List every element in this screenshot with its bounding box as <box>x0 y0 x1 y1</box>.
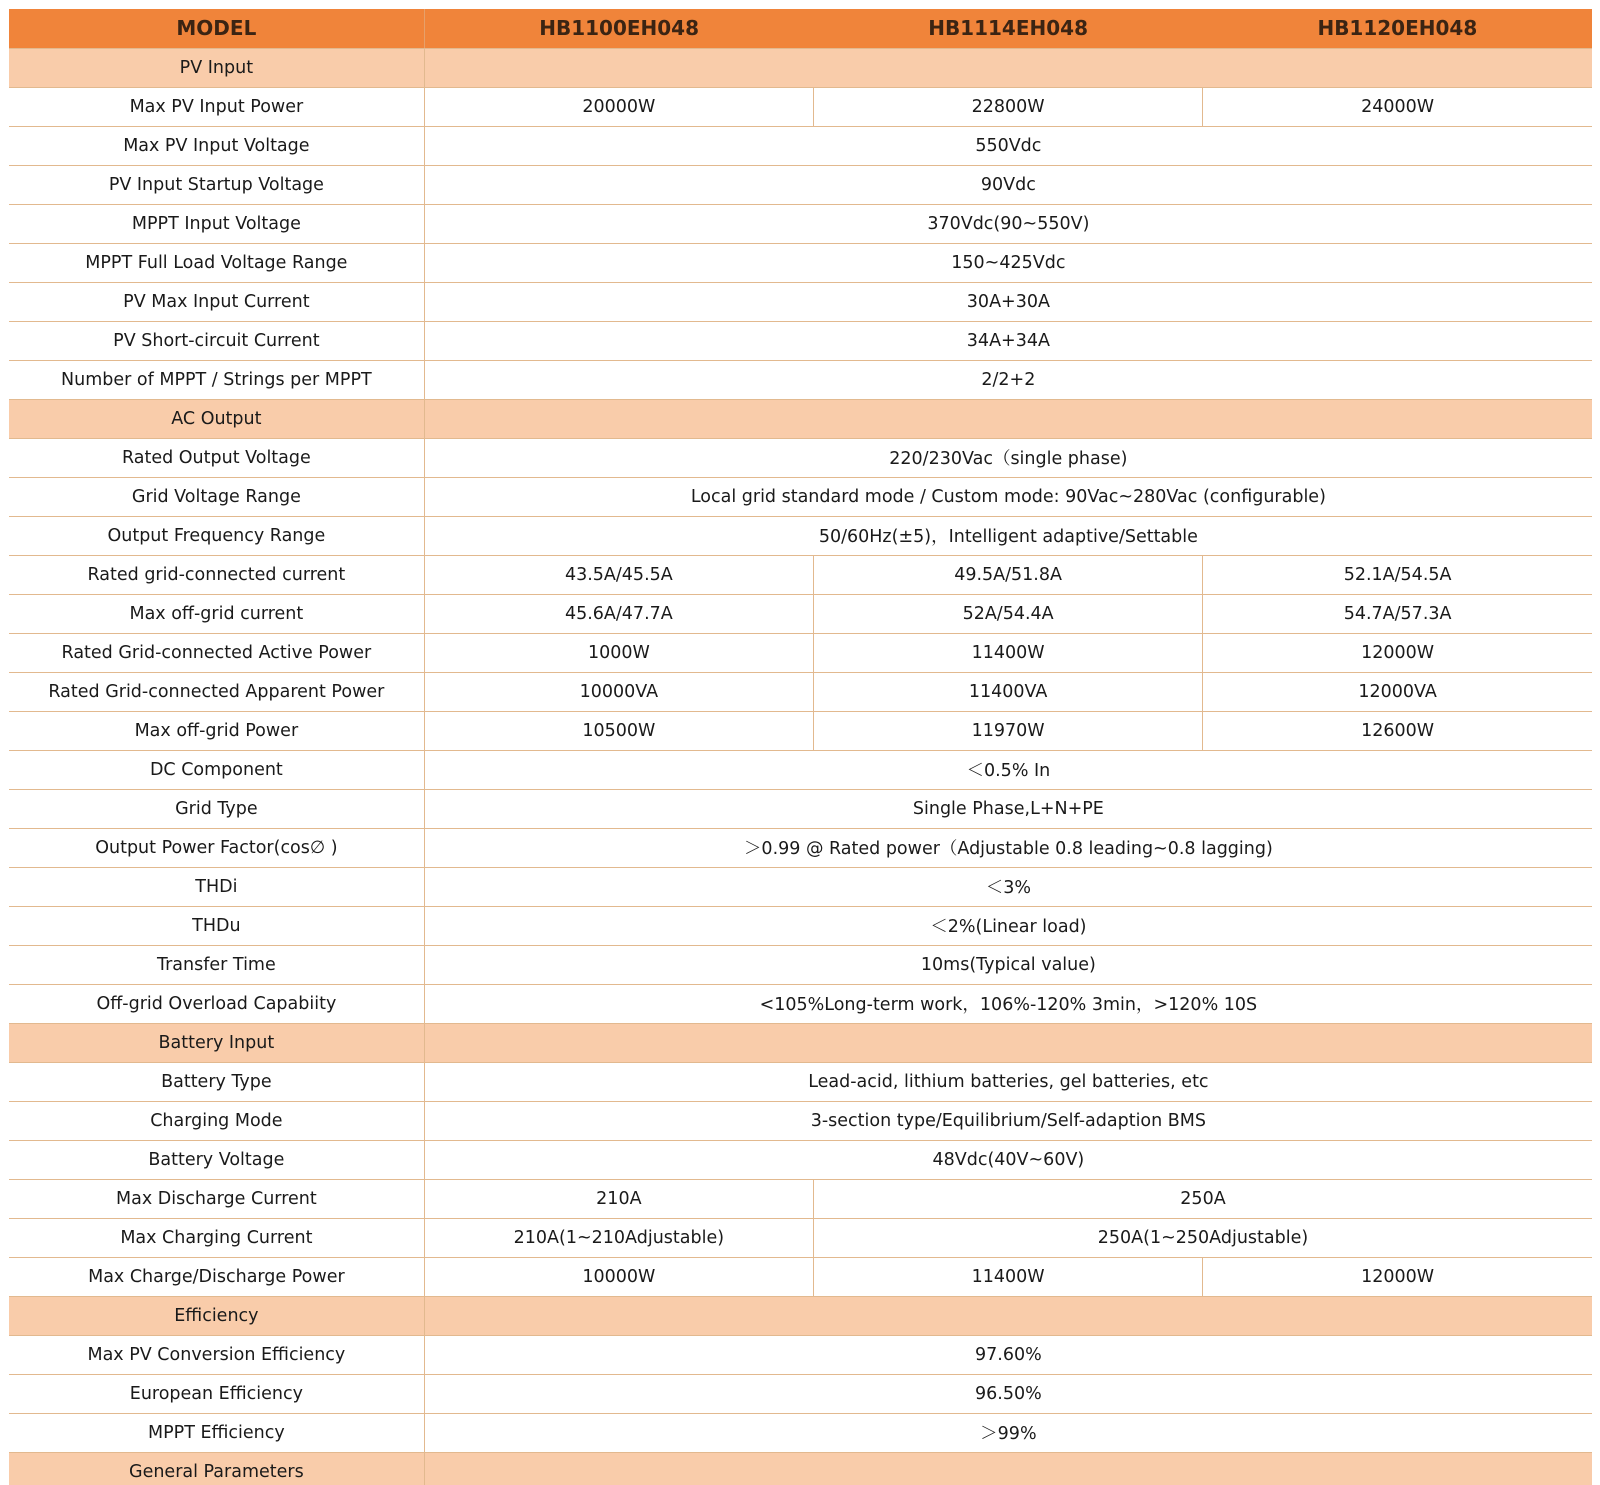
spec-label: Rated Grid-connected Active Power <box>9 633 424 672</box>
spec-label: Transfer Time <box>9 945 424 984</box>
spec-value: 52A/54.4A <box>813 594 1202 633</box>
spec-value: 90Vdc <box>424 165 1592 204</box>
spec-row <box>9 594 1592 633</box>
spec-value: 10ms(Typical value) <box>424 945 1592 984</box>
spec-row <box>9 516 1592 555</box>
section-title: AC Output <box>9 399 424 438</box>
spec-value: 30A+30A <box>424 282 1592 321</box>
spec-value: 250A(1~250Adjustable) <box>813 1218 1592 1257</box>
spec-row <box>9 945 1592 984</box>
section-fill <box>424 399 1592 438</box>
section-title: Efficiency <box>9 1296 424 1335</box>
spec-label: Battery Type <box>9 1062 424 1101</box>
section-row <box>9 1296 1592 1335</box>
spec-row <box>9 243 1592 282</box>
spec-row <box>9 711 1592 750</box>
spec-value: 54.7A/57.3A <box>1203 594 1592 633</box>
spec-value: 50/60Hz(±5)，Intelligent adaptive/Settable <box>424 516 1592 555</box>
spec-row <box>9 282 1592 321</box>
spec-row <box>9 1374 1592 1413</box>
spec-label: THDi <box>9 867 424 906</box>
spec-row <box>9 204 1592 243</box>
spec-row <box>9 1179 1592 1218</box>
spec-row <box>9 633 1592 672</box>
spec-value: 96.50% <box>424 1374 1592 1413</box>
spec-label: MPPT Efficiency <box>9 1413 424 1452</box>
spec-label: PV Max Input Current <box>9 282 424 321</box>
spec-row <box>9 750 1592 789</box>
spec-label: European Efficiency <box>9 1374 424 1413</box>
spec-value: 210A(1~210Adjustable) <box>424 1218 813 1257</box>
spec-label: Max PV Input Voltage <box>9 126 424 165</box>
spec-label: Number of MPPT / Strings per MPPT <box>9 360 424 399</box>
spec-label: MPPT Input Voltage <box>9 204 424 243</box>
spec-row <box>9 867 1592 906</box>
section-fill <box>424 48 1592 87</box>
model-name-1: HB1100EH048 <box>424 9 813 48</box>
spec-row <box>9 1062 1592 1101</box>
spec-value: Single Phase,L+N+PE <box>424 789 1592 828</box>
spec-value: 370Vdc(90~550V) <box>424 204 1592 243</box>
spec-value: 97.60% <box>424 1335 1592 1374</box>
model-header-row <box>9 9 1592 48</box>
spec-value: 34A+34A <box>424 321 1592 360</box>
spec-label: Charging Mode <box>9 1101 424 1140</box>
spec-value: Lead-acid, lithium batteries, gel batteries, etc <box>424 1062 1592 1101</box>
spec-value: 2/2+2 <box>424 360 1592 399</box>
spec-value: 20000W <box>424 87 813 126</box>
spec-row <box>9 360 1592 399</box>
spec-value: 12000W <box>1203 1257 1592 1296</box>
model-name-3: HB1120EH048 <box>1203 9 1592 48</box>
spec-value: 12000VA <box>1203 672 1592 711</box>
section-fill <box>424 1452 1592 1485</box>
spec-label: Battery Voltage <box>9 1140 424 1179</box>
spec-row <box>9 126 1592 165</box>
spec-value: 10500W <box>424 711 813 750</box>
spec-row <box>9 1101 1592 1140</box>
spec-row <box>9 828 1592 867</box>
spec-row <box>9 1140 1592 1179</box>
spec-label: Output Power Factor(cos∅ ) <box>9 828 424 867</box>
spec-row <box>9 165 1592 204</box>
section-row <box>9 1023 1592 1062</box>
spec-label: PV Short-circuit Current <box>9 321 424 360</box>
spec-table-body <box>9 48 1592 1485</box>
spec-row <box>9 789 1592 828</box>
spec-value: 10000W <box>424 1257 813 1296</box>
spec-value: 52.1A/54.5A <box>1203 555 1592 594</box>
spec-value: 220/230Vac（single phase) <box>424 438 1592 477</box>
spec-value: 1000W <box>424 633 813 672</box>
spec-label: Off-grid Overload Capabiity <box>9 984 424 1023</box>
spec-label: Grid Voltage Range <box>9 477 424 516</box>
section-row <box>9 1452 1592 1485</box>
spec-table <box>9 9 1592 1485</box>
spec-label: Max Discharge Current <box>9 1179 424 1218</box>
spec-value: 48Vdc(40V~60V) <box>424 1140 1592 1179</box>
section-title: Battery Input <box>9 1023 424 1062</box>
spec-label: Grid Type <box>9 789 424 828</box>
spec-row <box>9 1218 1592 1257</box>
spec-value: 11400W <box>813 1257 1202 1296</box>
spec-label: THDu <box>9 906 424 945</box>
spec-value: 22800W <box>813 87 1202 126</box>
spec-row <box>9 1413 1592 1452</box>
spec-value: 43.5A/45.5A <box>424 555 813 594</box>
spec-label: MPPT Full Load Voltage Range <box>9 243 424 282</box>
spec-label: DC Component <box>9 750 424 789</box>
spec-value: 150~425Vdc <box>424 243 1592 282</box>
section-title: PV Input <box>9 48 424 87</box>
spec-value: 10000VA <box>424 672 813 711</box>
spec-label: Max Charge/Discharge Power <box>9 1257 424 1296</box>
spec-label: Max Charging Current <box>9 1218 424 1257</box>
spec-value: 11400VA <box>813 672 1202 711</box>
section-row <box>9 48 1592 87</box>
spec-row <box>9 438 1592 477</box>
section-fill <box>424 1296 1592 1335</box>
spec-value: 12600W <box>1203 711 1592 750</box>
spec-value: ＞99% <box>424 1413 1592 1452</box>
spec-value: Local grid standard mode / Custom mode: 90Vac~280Vac (configurable) <box>424 477 1592 516</box>
spec-row <box>9 87 1592 126</box>
spec-label: Output Frequency Range <box>9 516 424 555</box>
spec-value: 250A <box>813 1179 1592 1218</box>
spec-value: ＜2%(Linear load) <box>424 906 1592 945</box>
spec-label: PV Input Startup Voltage <box>9 165 424 204</box>
spec-value: <105%Long-term work，106%-120% 3min，>120% 10S <box>424 984 1592 1023</box>
spec-label: Rated Grid-connected Apparent Power <box>9 672 424 711</box>
spec-label: Rated Output Voltage <box>9 438 424 477</box>
spec-label: Rated grid-connected current <box>9 555 424 594</box>
spec-row <box>9 1257 1592 1296</box>
spec-value: 49.5A/51.8A <box>813 555 1202 594</box>
spec-label: Max off-grid current <box>9 594 424 633</box>
spec-value: ＜0.5% In <box>424 750 1592 789</box>
spec-label: Max PV Input Power <box>9 87 424 126</box>
spec-value: 11970W <box>813 711 1202 750</box>
section-title: General Parameters <box>9 1452 424 1485</box>
spec-value: 550Vdc <box>424 126 1592 165</box>
spec-row <box>9 1335 1592 1374</box>
model-name-2: HB1114EH048 <box>813 9 1202 48</box>
spec-row <box>9 672 1592 711</box>
spec-value: 24000W <box>1203 87 1592 126</box>
spec-value: ＞0.99 @ Rated power（Adjustable 0.8 leading~0.8 lagging) <box>424 828 1592 867</box>
spec-row <box>9 555 1592 594</box>
spec-row <box>9 321 1592 360</box>
spec-value: 11400W <box>813 633 1202 672</box>
spec-label: Max PV Conversion Efficiency <box>9 1335 424 1374</box>
spec-row <box>9 984 1592 1023</box>
spec-value: ＜3% <box>424 867 1592 906</box>
section-row <box>9 399 1592 438</box>
spec-value: 210A <box>424 1179 813 1218</box>
model-label: MODEL <box>9 9 424 48</box>
spec-label: Max off-grid Power <box>9 711 424 750</box>
spec-value: 3-section type/Equilibrium/Self-adaption BMS <box>424 1101 1592 1140</box>
spec-row <box>9 477 1592 516</box>
section-fill <box>424 1023 1592 1062</box>
spec-value: 12000W <box>1203 633 1592 672</box>
spec-row <box>9 906 1592 945</box>
spec-value: 45.6A/47.7A <box>424 594 813 633</box>
